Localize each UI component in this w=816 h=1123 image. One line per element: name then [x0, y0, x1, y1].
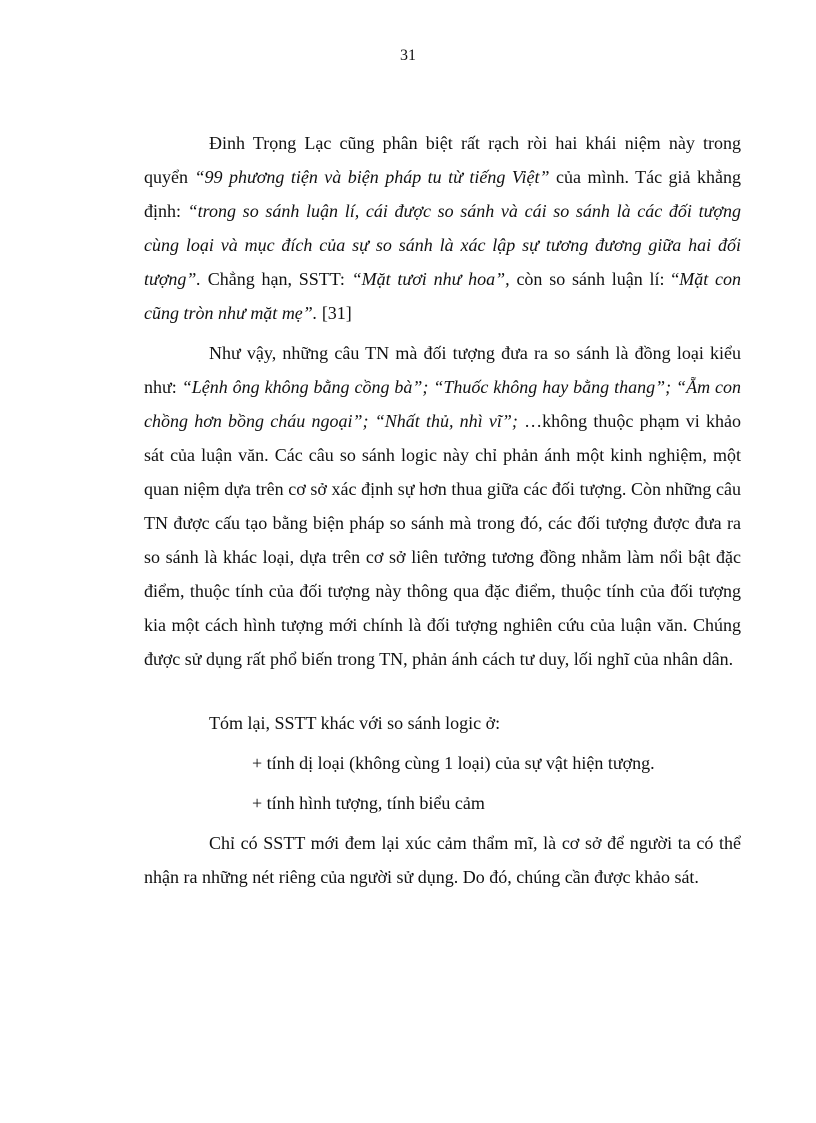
bullet-item-2: + tính hình tượng, tính biểu cảm: [252, 793, 485, 813]
p2-text-2: …không thuộc phạm vi khảo sát của luận văn. Các câu so sánh logic này chỉ phản ánh một kinh nghiệm, một quan niệm dựa trên cơ sở xác định sự hơn thua giữa các đối tượng. Còn những câu TN được cấu tạo bằng biện pháp so sánh mà trong đó, các đối tượng được đưa ra so sánh là khác loại, dựa trên cơ sở liên tưởng tương đồng nhằm làm nổi bật đặc điểm, thuộc tính của đối tượng này thông qua đặc điểm, thuộc tính của đối tượng kia một cách hình tượng mới chính là đối tượng nghiên cứu của luận văn. Chúng được sử dụng rất phổ biến trong TN, phản ánh cách tư duy, lối nghĩ của nhân dân.: [144, 411, 741, 669]
p1-text-1: Đinh Trọng Lạc cũng phân biệt rất rạch ròi hai khái niệm này trong quyển: [144, 133, 741, 187]
page-number: 31: [400, 47, 416, 64]
p1-quote-definition: “trong so sánh luận lí, cái được so sánh và cái so sánh là các đối tượng cùng loại và mục đích của sự so sánh là xác lập sự tương đương giữa hai đối tượng”.: [144, 201, 741, 289]
p2-proverb-examples: “Lệnh ông không bằng cồng bà”; “Thuốc không hay bằng thang”; “Ẵm con chồng hơn bồng cháu ngoại”; “Nhất thủ, nhì vĩ”;: [144, 377, 741, 431]
p1-text-4: còn so sánh luận lí: “: [509, 269, 680, 289]
p1-book-title: “99 phương tiện và biện pháp tu từ tiếng Việt”: [194, 167, 550, 187]
p1-text-3: Chẳng hạn, SSTT:: [200, 269, 352, 289]
summary-line: Tóm lại, SSTT khác với so sánh logic ở:: [209, 713, 501, 733]
p1-example-logic: Mặt con cũng tròn như mặt mẹ”.: [144, 269, 741, 323]
bullet-item-1: + tính dị loại (không cùng 1 loại) của sự vật hiện tượng.: [252, 753, 655, 773]
p1-citation: [31]: [317, 303, 352, 323]
p1-example-sstt: “Mặt tươi như hoa”,: [351, 269, 510, 289]
paragraph-nhu-vay: [144, 336, 741, 676]
p1-text-2: của mình. Tác giả khẳng định:: [144, 167, 741, 221]
paragraph-dinh-trong-lac: [144, 126, 741, 330]
paragraph-conclusion: Chỉ có SSTT mới đem lại xúc cảm thẩm mĩ, là cơ sở để người ta có thể nhận ra những nét riêng của người sử dụng. Do đó, chúng cần được khảo sát.: [144, 833, 741, 887]
p2-text-1: Như vậy, những câu TN mà đối tượng đưa ra so sánh là đồng loại kiểu như:: [144, 343, 741, 397]
